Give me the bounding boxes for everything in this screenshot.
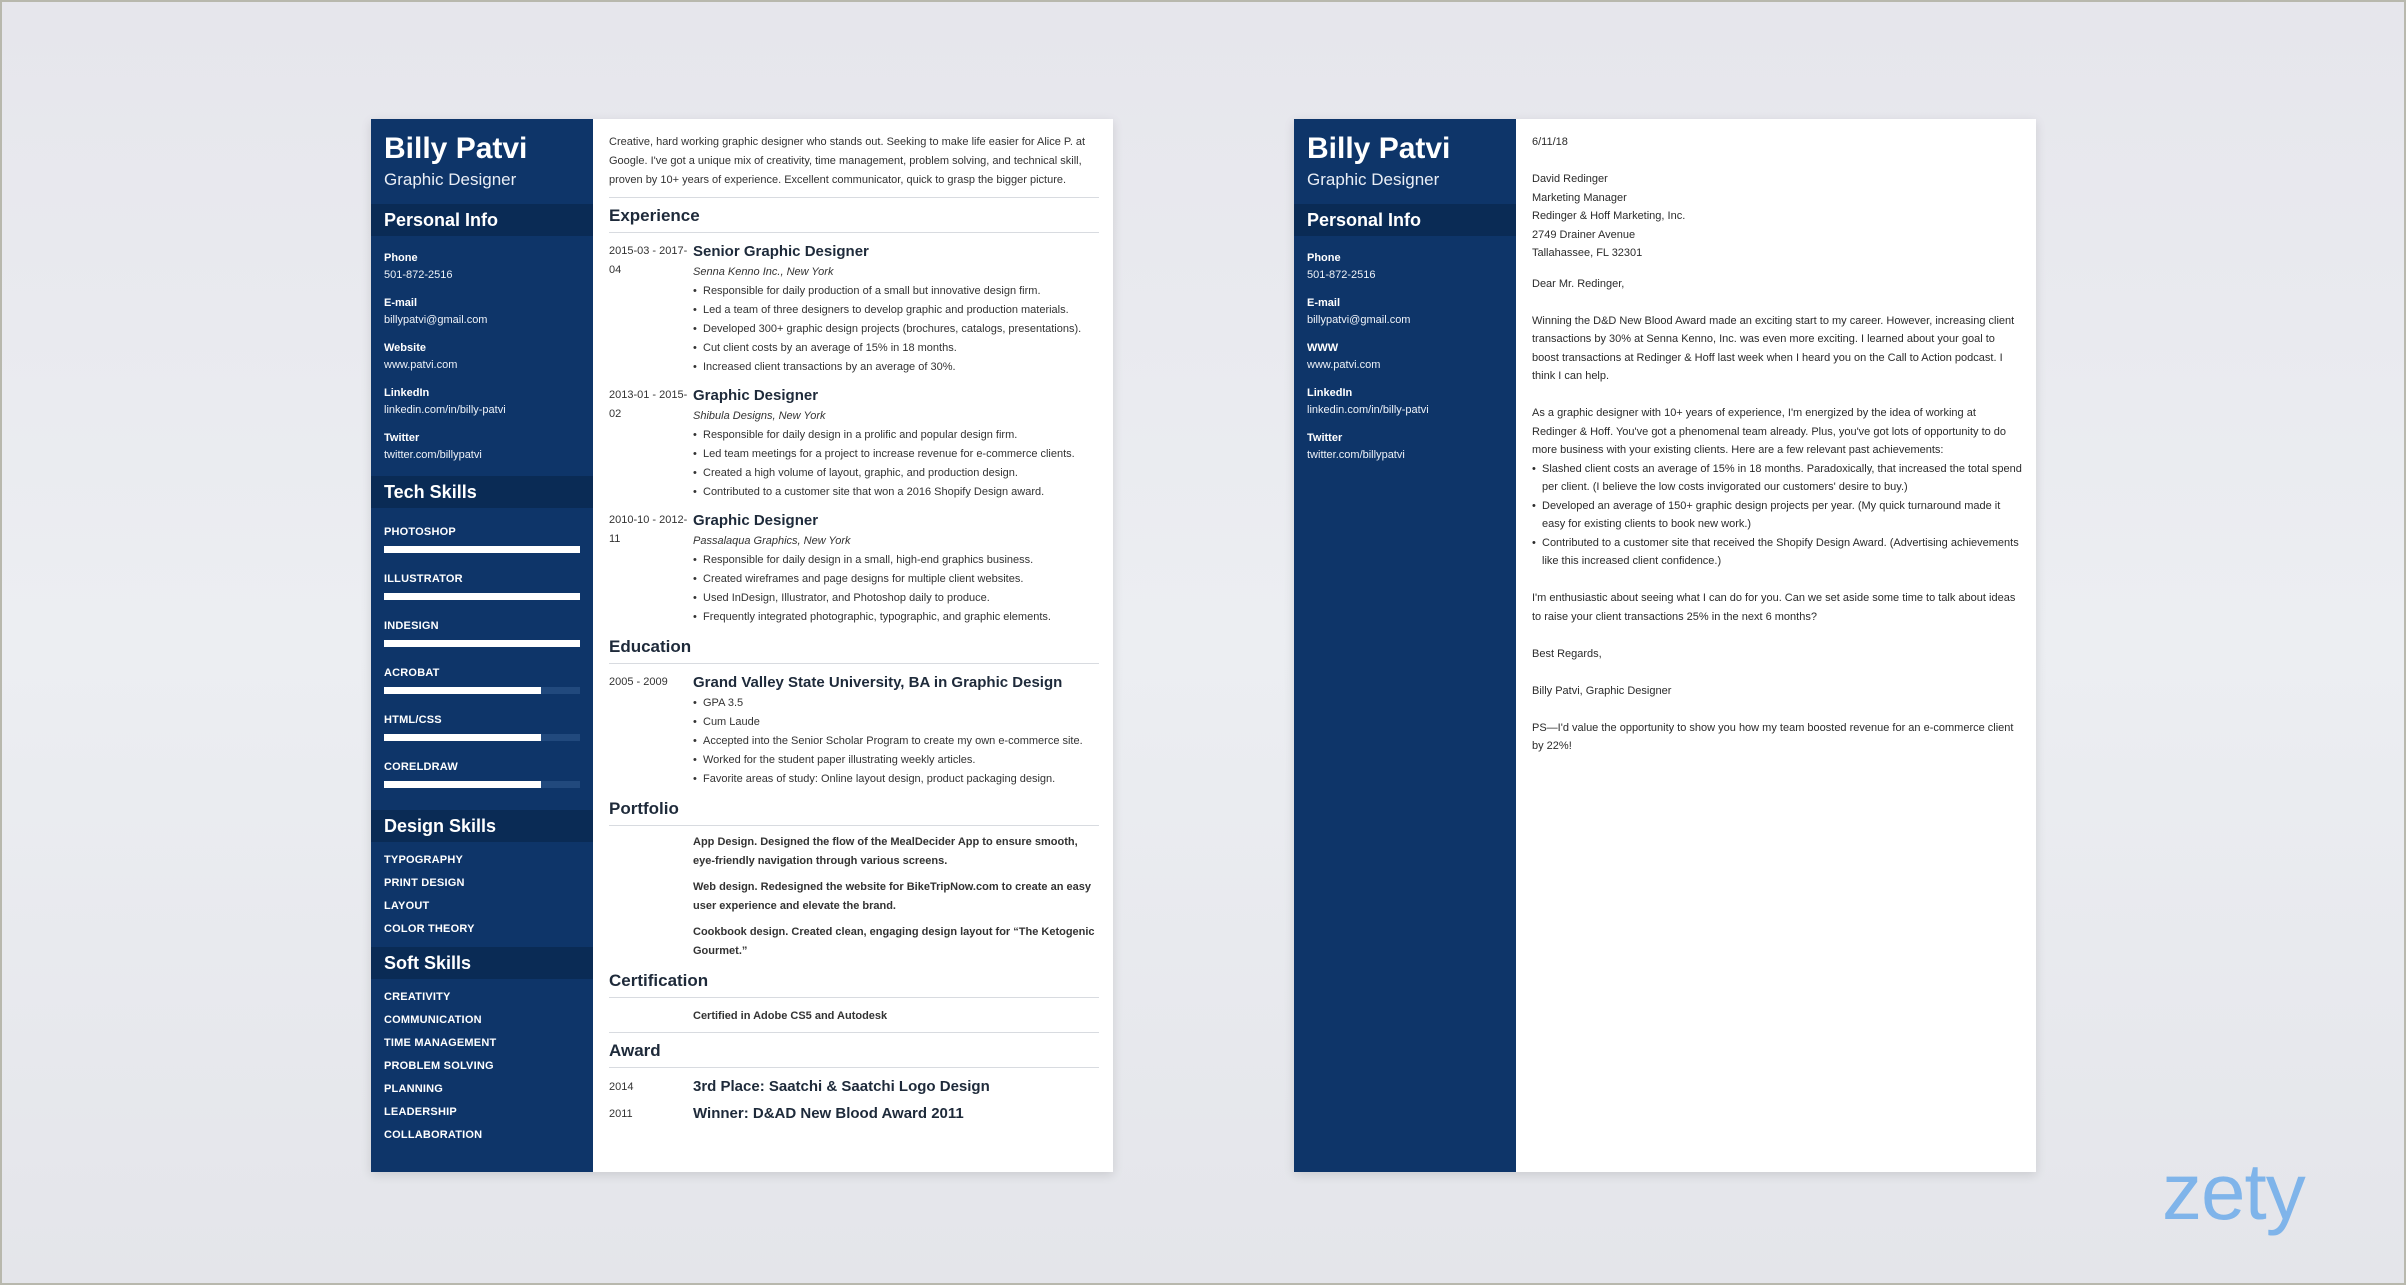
resume-name: Billy Patvi (384, 132, 528, 165)
skill-name: HTML/CSS (384, 714, 442, 726)
education-bullet: • Worked for the student paper illustrating weekly articles. (703, 751, 1099, 770)
resume-main (593, 119, 1113, 1172)
zety-logo: zety (2162, 1147, 2305, 1236)
contact-label: LinkedIn (384, 387, 430, 399)
skill-name: PHOTOSHOP (384, 526, 456, 538)
skill-bar (384, 687, 580, 694)
signature: Billy Patvi, Graphic Designer (1532, 684, 1672, 697)
award-text: Winner: D&AD New Blood Award 2011 (693, 1105, 964, 1122)
skill-name: ILLUSTRATOR (384, 573, 463, 585)
design-skill: COLOR THEORY (384, 923, 475, 935)
job-bullet: • Led a team of three designers to develop graphic and production materials. (703, 301, 1099, 320)
skill-bar-fill (384, 734, 541, 741)
contact-label: LinkedIn (1307, 387, 1353, 399)
cover-letter-page (1294, 119, 2036, 1172)
job-entry (609, 511, 1099, 627)
award-year: 2011 (609, 1107, 633, 1120)
job-bullet: • Used InDesign, Illustrator, and Photoshop daily to produce. (703, 589, 1099, 608)
soft-skill: PLANNING (384, 1083, 444, 1095)
job-date: 2015-03 - 2017-04 (609, 245, 688, 276)
portfolio-item: Web design. Redesigned the website for BikeTripNow.com to create an easy user experience and elevate the brand. (693, 881, 1091, 912)
recipient-line: 2749 Drainer Avenue (1532, 228, 1636, 241)
soft-skills-heading: Soft Skills (371, 947, 593, 979)
letter-name: Billy Patvi (1307, 132, 1451, 165)
contact-value: twitter.com/billypatvi (1307, 449, 1405, 461)
salutation: Dear Mr. Redinger, (1532, 277, 1625, 290)
postscript: PS—I'd value the opportunity to show you how my team boosted revenue for an e-commerce client by 22%! (1532, 721, 2014, 752)
contact-label: WWW (1307, 342, 1339, 354)
skill-bar (384, 593, 580, 600)
soft-skill: CREATIVITY (384, 991, 451, 1003)
personal-info-heading: Personal Info (371, 204, 593, 236)
job-date: 2013-01 - 2015-02 (609, 389, 688, 420)
recipient-line: Redinger & Hoff Marketing, Inc. (1532, 210, 1686, 222)
education-bullet: • Accepted into the Senior Scholar Program to create my own e-commerce site. (703, 732, 1099, 751)
letter-sidebar (1294, 119, 1516, 1172)
contact-value: linkedin.com/in/billy-patvi (1307, 404, 1429, 416)
soft-skills-list (371, 991, 593, 1141)
summary: Creative, hard working graphic designer who stands out. Seeking to make life easier for Alice P. at Google. I've got a unique mix of creativity, time management, problem solving, and technical skill, proven by 10+ years of experience. Excellent communicator, quick to grasp the bigger picture. (609, 133, 1099, 198)
job-bullet: • Responsible for daily design in a prolific and popular design firm. (703, 426, 1099, 445)
job-bullet: • Led team meetings for a project to increase revenue for e-commerce clients. (703, 445, 1099, 464)
education-bullet: • Favorite areas of study: Online layout design, product packaging design. (703, 770, 1099, 789)
tech-skills-heading: Tech Skills (371, 476, 593, 508)
skill-bar (384, 640, 580, 647)
contact-label: Twitter (384, 432, 420, 444)
letter-role: Graphic Designer (1307, 170, 1440, 189)
letter-date: 6/11/18 (1532, 136, 1568, 148)
education-bullet: • Cum Laude (703, 713, 1099, 732)
soft-skill: COLLABORATION (384, 1129, 483, 1141)
contact-value: 501-872-2516 (1307, 269, 1376, 281)
skill-bar (384, 546, 580, 553)
contact-value: billypatvi@gmail.com (384, 314, 488, 326)
contact-value: linkedin.com/in/billy-patvi (384, 404, 506, 416)
design-skill: LAYOUT (384, 900, 430, 912)
contact-value: twitter.com/billypatvi (384, 449, 482, 461)
contact-list (371, 252, 593, 461)
skill-bar (384, 734, 580, 741)
contact-label: Twitter (1307, 432, 1343, 444)
recipient-line: Tallahassee, FL 32301 (1532, 247, 1643, 259)
contact-value: www.patvi.com (1307, 359, 1381, 371)
skill-name: INDESIGN (384, 620, 439, 632)
skill-bar-fill (384, 781, 541, 788)
personal-info-heading: Personal Info (1294, 204, 1516, 236)
soft-skill: COMMUNICATION (384, 1014, 482, 1026)
skill-bar-fill (384, 546, 580, 553)
contact-value: www.patvi.com (384, 359, 458, 371)
award-year: 2014 (609, 1080, 634, 1093)
certification-item: Certified in Adobe CS5 and Autodesk (609, 1007, 1099, 1033)
design-skill: PRINT DESIGN (384, 877, 465, 889)
skill-bar-fill (384, 687, 541, 694)
contact-value: billypatvi@gmail.com (1307, 314, 1411, 326)
contact-list (1294, 252, 1516, 461)
soft-skill: TIME MANAGEMENT (384, 1037, 497, 1049)
resume-role: Graphic Designer (384, 170, 517, 189)
paragraph: I'm enthusiastic about seeing what I can do for you. Can we set aside some time to talk about ideas to raise your client transactions 25% in the next 6 months? (1532, 592, 2016, 623)
paragraph: As a graphic designer with 10+ years of experience, I'm energized by the idea of working at Redinger & Hoff. You've got a phenomenal team already. Plus, you've got lots of opportunity to do more business with your existing clients. Here are a few relevant past achievements: (1532, 407, 2007, 456)
portfolio-heading: Portfolio (609, 799, 1099, 826)
achievement-item: • Contributed to a customer site that received the Shopify Design Award. (Advertising achievements like this increased client confidence.) (1542, 534, 2022, 571)
job-company: Shibula Designs, New York (693, 410, 826, 422)
tech-skills-list (371, 526, 593, 788)
recipient-line: Marketing Manager (1532, 191, 1627, 204)
job-bullet: • Responsible for daily production of a small but innovative design firm. (703, 282, 1099, 301)
contact-label: Website (384, 342, 426, 354)
job-company: Passalaqua Graphics, New York (693, 535, 851, 547)
job-title: Senior Graphic Designer (693, 243, 869, 260)
award-text: 3rd Place: Saatchi & Saatchi Logo Design (693, 1078, 990, 1095)
achievement-item: • Developed an average of 150+ graphic design projects per year. (My quick turnaround made it easy for existing clients to book new work.) (1542, 497, 2022, 534)
skill-name: CORELDRAW (384, 761, 458, 773)
certification-heading: Certification (609, 971, 1099, 998)
contact-label: E-mail (1307, 297, 1341, 309)
education-heading: Education (609, 637, 1099, 664)
job-bullet: • Cut client costs by an average of 15% in 18 months. (703, 339, 1099, 358)
award-entry (609, 1105, 1099, 1122)
skill-bar-fill (384, 593, 580, 600)
portfolio-item: Cookbook design. Created clean, engaging design layout for “The Ketogenic Gourmet.” (693, 926, 1095, 957)
job-company: Senna Kenno Inc., New York (693, 266, 834, 278)
design-skills-heading: Design Skills (371, 810, 593, 842)
job-bullet: • Contributed to a customer site that won a 2016 Shopify Design award. (703, 483, 1099, 502)
skill-bar-fill (384, 640, 580, 647)
job-bullet: • Developed 300+ graphic design projects (brochures, catalogs, presentations). (703, 320, 1099, 339)
contact-value: 501-872-2516 (384, 269, 453, 281)
skill-name: ACROBAT (384, 667, 440, 679)
job-bullet: • Increased client transactions by an average of 30%. (703, 358, 1099, 377)
paragraph: Winning the D&D New Blood Award made an exciting start to my career. However, increasing client transactions by 30% at Senna Kenno, Inc. was even more exciting. I learned about your goal to boost transactions at Redinger & Hoff last week when I heard you on the Call to Action podcast. I think I can help. (1532, 314, 2015, 382)
portfolio-item: App Design. Designed the flow of the MealDecider App to ensure smooth, eye-friendly navigation through various screens. (693, 836, 1078, 867)
job-entry (609, 386, 1099, 502)
resume-sidebar (371, 119, 593, 1172)
job-entry (609, 242, 1099, 377)
award-entry (609, 1078, 1099, 1095)
job-bullet: • Responsible for daily design in a small, high-end graphics business. (703, 551, 1099, 570)
soft-skill: PROBLEM SOLVING (384, 1060, 494, 1072)
education-title: Grand Valley State University, BA in Graphic Design (693, 674, 1063, 691)
job-bullet: • Frequently integrated photographic, typographic, and graphic elements. (703, 608, 1099, 627)
contact-label: Phone (384, 252, 418, 264)
recipient-line: David Redinger (1532, 173, 1608, 185)
soft-skill: LEADERSHIP (384, 1106, 457, 1118)
design-skills-list (371, 854, 593, 935)
job-title: Graphic Designer (693, 387, 819, 404)
education-entry (609, 673, 1099, 789)
skill-bar (384, 781, 580, 788)
resume-page (371, 119, 1113, 1172)
closing: Best Regards, (1532, 647, 1602, 660)
design-skill: TYPOGRAPHY (384, 854, 464, 866)
letter-body (1516, 119, 2036, 1172)
achievement-item: • Slashed client costs an average of 15% in 18 months. Paradoxically, that increased the total spend per client. (I believe the low costs invigorated our customers' desire to buy.) (1542, 460, 2022, 497)
education-date: 2005 - 2009 (609, 676, 668, 688)
job-bullet: • Created wireframes and page designs for multiple client websites. (703, 570, 1099, 589)
contact-label: E-mail (384, 297, 418, 309)
education-bullet: • GPA 3.5 (703, 694, 1099, 713)
experience-heading: Experience (609, 206, 1099, 233)
contact-label: Phone (1307, 252, 1341, 264)
job-title: Graphic Designer (693, 512, 819, 529)
job-date: 2010-10 - 2012-11 (609, 514, 688, 545)
job-bullet: • Created a high volume of layout, graphic, and production design. (703, 464, 1099, 483)
award-heading: Award (609, 1041, 1099, 1068)
